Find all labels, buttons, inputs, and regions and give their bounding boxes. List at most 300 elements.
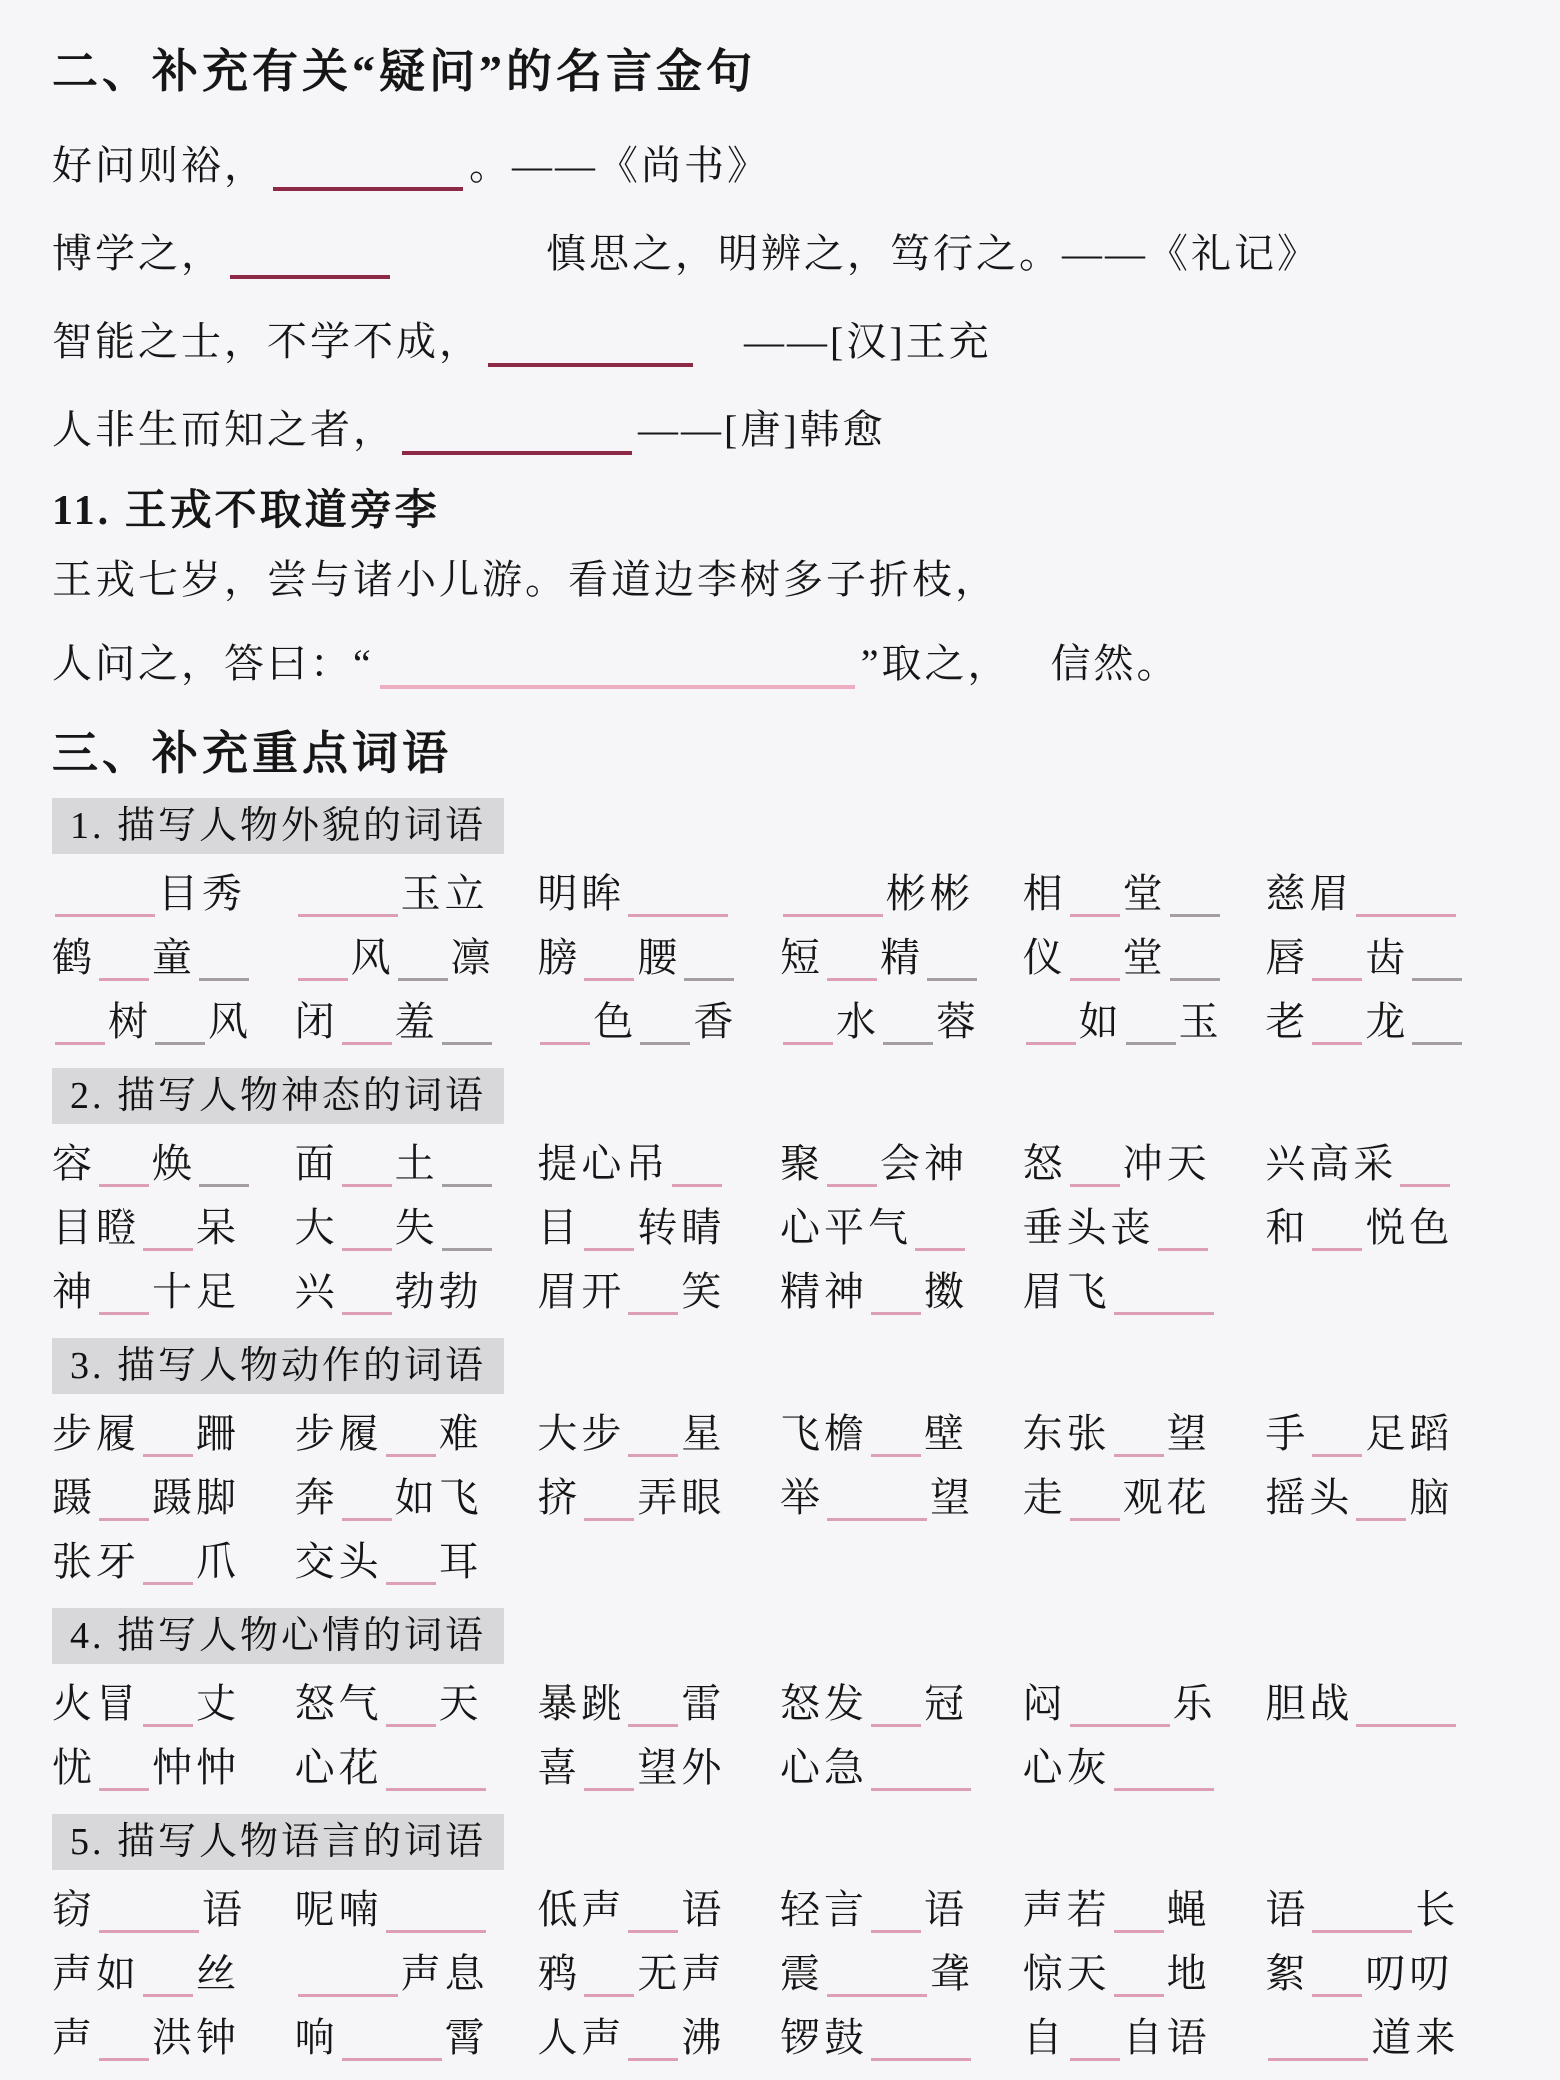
word-item [537,1196,780,1260]
text-run: 信然。 [1050,641,1180,686]
word-row [52,1672,1508,1736]
text-run: 童 [152,935,196,980]
text-run: 自 [1022,2015,1067,2060]
fill-blank [298,954,348,981]
text-run: 擞 [924,1269,968,1314]
word-item [295,926,538,990]
text-run: 忡忡 [152,1745,240,1790]
text-run: 震 [780,1951,824,1996]
text-run: 风 [208,999,252,1044]
text-run: 走 [1022,1475,1067,1520]
word-item [1023,1132,1266,1196]
word-item [537,1402,780,1466]
lesson-11-section [52,484,1508,706]
text-run: 怒 [1022,1141,1067,1186]
text-run: 焕 [152,1141,196,1186]
text-run: 锣鼓 [780,2015,868,2060]
text-run: 怒气 [294,1681,383,1726]
text-run: ——[汉]王充 [744,319,992,364]
text-run: 如飞 [394,1475,483,1520]
word-item [52,1672,295,1736]
text-run: 精神 [780,1269,868,1314]
text-run: 天 [438,1681,483,1726]
text-run: 张牙 [52,1539,140,1584]
text-run: 忧 [52,1745,96,1790]
text-run: 兴高采 [1265,1141,1398,1186]
quotes-section [52,122,1508,474]
fill-blank [99,2034,149,2061]
text-run: 眉开 [537,1269,626,1314]
text-run: 叨叨 [1365,1951,1454,1996]
subsection-label: 5. 描写人物语言的词语 [52,1814,504,1870]
word-row [52,990,1508,1054]
text-run: 好问则裕， [52,143,267,188]
text-run: 膀 [537,935,582,980]
word-item [1023,1672,1266,1736]
text-run: 聋 [930,1951,974,1996]
fill-blank [1412,954,1462,981]
fill-blank [386,1764,486,1791]
text-run: 鹤 [52,935,96,980]
fill-blank [783,890,883,917]
text-run: 弄眼 [637,1475,726,1520]
word-item [295,1466,538,1530]
word-item [1023,1942,1266,2006]
word-item [537,926,780,990]
word-item [1023,1736,1266,1800]
fill-blank [871,1906,921,1933]
word-item [295,1878,538,1942]
subsection-label: 4. 描写人物心情的词语 [52,1608,504,1664]
word-item [537,862,780,926]
text-run: 香 [693,999,738,1044]
fill-blank [298,1970,398,1997]
text-run: 笑 [681,1269,726,1314]
word-item [52,990,295,1054]
fill-blank [584,1764,634,1791]
word-row [52,1132,1508,1196]
text-run: 勃勃 [394,1269,483,1314]
fill-blank [99,1906,199,1933]
fill-blank [871,1288,921,1315]
word-item [780,1736,1023,1800]
fill-blank [55,890,155,917]
word-item [295,1260,538,1324]
word-item [780,1466,1023,1530]
fill-blank [584,1494,634,1521]
fill-blank [1114,1970,1164,1997]
word-item [295,1672,538,1736]
word-item [1265,2006,1508,2070]
text-run: 智能之士，不学不成， [52,319,482,364]
text-run: 脑 [1409,1475,1454,1520]
fill-blank [584,954,634,981]
fill-blank [99,954,149,981]
word-item [1265,1196,1508,1260]
word-item [295,1736,538,1800]
word-item [780,1132,1023,1196]
fill-blank [640,1018,690,1045]
text-run: ——[唐]韩愈 [638,407,886,452]
text-run: 齿 [1365,935,1410,980]
fill-blank [827,1160,877,1187]
spacer [699,354,744,355]
fill-blank [1312,1430,1362,1457]
text-run: 明眸 [537,871,626,916]
text-run: 丈 [196,1681,240,1726]
text-run: 人声 [537,2015,626,2060]
text-run: 声如 [52,1951,140,1996]
fill-blank [199,1160,249,1187]
text-run: 喜 [537,1745,582,1790]
text-run: 失 [394,1205,439,1250]
text-run: 挤 [537,1475,582,1520]
fill-blank [1412,1018,1462,1045]
word-item [780,1878,1023,1942]
fill-blank [927,954,977,981]
word-item [52,926,295,990]
fill-blank [386,1906,486,1933]
word-item [52,1132,295,1196]
text-run: 步履 [294,1411,383,1456]
fill-blank [871,2034,971,2061]
fill-blank [1114,1764,1214,1791]
word-item [1023,1402,1266,1466]
word-item [537,1736,780,1800]
fill-blank [398,954,448,981]
word-row [52,1196,1508,1260]
word-row [52,1942,1508,2006]
word-item [537,2006,780,2070]
subsection-label: 2. 描写人物神态的词语 [52,1068,504,1124]
word-item [1265,1402,1508,1466]
text-run: 呆 [196,1205,240,1250]
fill-blank [1170,954,1220,981]
fill-blank [628,1288,678,1315]
text-run: 悦色 [1365,1205,1454,1250]
word-row [52,1402,1508,1466]
text-run: 仪 [1022,935,1067,980]
fill-blank [871,1700,921,1727]
fill-blank [783,1018,833,1045]
word-row [52,1260,1508,1324]
text-run: 容 [52,1141,96,1186]
word-row [52,1466,1508,1530]
fill-blank [342,1288,392,1315]
fill-blank [1312,954,1362,981]
word-item [295,862,538,926]
word-item [1023,862,1266,926]
text-run: 语 [924,1887,968,1932]
text-run: 声 [52,2015,96,2060]
fill-blank [827,1494,927,1521]
word-row [52,2006,1508,2070]
spacer [396,266,546,267]
text-run: 鸦 [537,1951,582,1996]
text-run: 慈眉 [1265,871,1354,916]
text-run: 心花 [294,1745,383,1790]
text-run: 心急 [780,1745,868,1790]
fill-blank [628,2034,678,2061]
word-item [52,1260,295,1324]
text-run: 语 [1265,1887,1310,1932]
text-run: 火冒 [52,1681,140,1726]
text-run: 举 [780,1475,824,1520]
fill-blank [1312,1018,1362,1045]
text-run: 心平气 [780,1205,912,1250]
text-run: 奔 [294,1475,339,1520]
word-row [52,862,1508,926]
word-item [780,1942,1023,2006]
fill-blank [55,1018,105,1045]
text-run: 自语 [1122,2015,1211,2060]
text-run: 洪钟 [152,2015,240,2060]
text-run: 腰 [637,935,682,980]
word-item [52,1942,295,2006]
word-item [52,1196,295,1260]
text-run: 面 [294,1141,339,1186]
word-item [1265,862,1508,926]
text-run: 壁 [924,1411,968,1456]
fill-blank [99,1494,149,1521]
fill-blank [1356,1700,1456,1727]
fill-blank [143,1558,193,1585]
fill-blank [1312,1224,1362,1251]
fill-blank [584,1970,634,1997]
fill-blank [155,1018,205,1045]
word-item [1265,1942,1508,2006]
fill-blank [1114,1906,1164,1933]
fill-blank [488,335,693,367]
fill-blank [143,1700,193,1727]
text-run: 望外 [637,1745,726,1790]
text-run: 东张 [1022,1411,1111,1456]
subsection-label: 1. 描写人物外貌的词语 [52,798,504,854]
text-run: 眉飞 [1022,1269,1111,1314]
text-run: 爪 [196,1539,240,1584]
word-item [1023,1196,1266,1260]
fill-blank [273,159,463,191]
text-run: 惊天 [1022,1951,1111,1996]
fill-blank [199,954,249,981]
lesson-lines [52,538,1508,706]
word-row [52,926,1508,990]
text-run: 色 [593,999,638,1044]
fill-blank [1070,1160,1120,1187]
text-run: 霄 [444,2015,489,2060]
text-run: 大 [294,1205,339,1250]
text-run: 望 [1166,1411,1211,1456]
word-item [1265,990,1508,1054]
fill-blank [883,1018,933,1045]
fill-blank [628,1430,678,1457]
word-subsection [52,1800,1508,2070]
text-run: 老 [1265,999,1310,1044]
fill-blank [99,1288,149,1315]
text-run: 慎思之，明辨之，笃行之。——《礼记》 [546,231,1320,276]
text-run: 凛 [450,935,495,980]
fill-blank [143,1224,193,1251]
word-item [1023,2006,1266,2070]
text-run: 冲天 [1122,1141,1211,1186]
fill-blank [342,2034,442,2061]
text-run: 絮 [1265,1951,1310,1996]
quote-line [52,122,1508,210]
text-run: 道来 [1371,2015,1460,2060]
word-subsection [52,1054,1508,1324]
quote-line [52,298,1508,386]
word-item [1023,1878,1266,1942]
text-run: 唇 [1265,935,1310,980]
word-item [52,1466,295,1530]
words-section-heading: 三、补充重点词语 [52,728,452,779]
fill-blank [1070,890,1120,917]
text-run: 足蹈 [1365,1411,1454,1456]
quotes-section-heading: 二、补充有关“疑问”的名言金句 [52,46,756,97]
text-run: 蓉 [936,999,980,1044]
fill-blank [1356,1494,1406,1521]
fill-blank [1070,1700,1170,1727]
text-run: 堂 [1122,871,1167,916]
text-run: 短 [780,935,824,980]
text-run: 乐 [1172,1681,1217,1726]
text-run: 摇头 [1265,1475,1354,1520]
word-item [780,1672,1023,1736]
text-run: 玉立 [400,871,489,916]
text-run: 目 [537,1205,582,1250]
text-run: 声若 [1022,1887,1111,1932]
text-run: 冠 [924,1681,968,1726]
text-run: 博学之， [52,231,224,276]
fill-blank [298,890,398,917]
text-run: 转睛 [637,1205,726,1250]
word-item [1265,1878,1508,1942]
fill-blank [684,954,734,981]
fill-blank [628,890,728,917]
word-item [1265,1672,1508,1736]
fill-blank [342,1018,392,1045]
word-item [537,1942,780,2006]
text-run: 语 [202,1887,246,1932]
fill-blank [386,1430,436,1457]
fill-blank [386,1700,436,1727]
fill-blank [143,1970,193,1997]
fill-blank [442,1224,492,1251]
fill-blank [1356,890,1456,917]
word-item [1023,1466,1266,1530]
text-run: 蹑脚 [152,1475,240,1520]
word-item [52,1402,295,1466]
word-item [780,1196,1023,1260]
text-run: 龙 [1365,999,1410,1044]
text-run: 风 [350,935,395,980]
word-item [295,1402,538,1466]
word-item [1023,926,1266,990]
text-run: 蝇 [1166,1887,1211,1932]
text-run: 精 [880,935,924,980]
text-run: 雷 [681,1681,726,1726]
spacer [1011,676,1051,677]
text-run: 玉 [1178,999,1223,1044]
text-run: 闭 [294,999,339,1044]
word-item [295,1942,538,2006]
word-item [1265,1466,1508,1530]
text-run: 兴 [294,1269,339,1314]
fill-blank [1070,2034,1120,2061]
text-run: 暴跳 [537,1681,626,1726]
fill-blank [871,1764,971,1791]
text-run: 轻言 [780,1887,868,1932]
fill-blank [1312,1970,1362,1997]
text-run: 声息 [400,1951,489,1996]
fill-blank [99,1764,149,1791]
fill-blank [584,1224,634,1251]
word-item [295,990,538,1054]
quote-line [52,386,1508,474]
text-run: 星 [681,1411,726,1456]
text-run: 垂头丧 [1022,1205,1155,1250]
text-run: 人问之，答曰：“ [52,641,374,686]
text-run: 窃 [52,1887,96,1932]
text-run: 无声 [637,1951,726,1996]
text-run: 怒发 [780,1681,868,1726]
word-item [537,1260,780,1324]
text-run: 长 [1415,1887,1460,1932]
word-item [780,990,1023,1054]
text-run: ”取之， [860,641,1011,686]
text-run: 地 [1166,1951,1211,1996]
word-item [780,926,1023,990]
fill-blank [1114,1430,1164,1457]
text-run: 跚 [196,1411,240,1456]
word-item [295,1132,538,1196]
word-row [52,1736,1508,1800]
text-run: 观花 [1122,1475,1211,1520]
text-run: 交头 [294,1539,383,1584]
fill-blank [402,423,632,455]
word-item [780,1260,1023,1324]
word-item [52,2006,295,2070]
word-item [52,1736,295,1800]
fill-blank [230,247,390,279]
word-item [537,1878,780,1942]
lesson-title: 11. 王戎不取道旁李 [52,488,440,534]
fill-blank [1114,1288,1214,1315]
text-run: 。——《尚书》 [469,143,770,188]
fill-blank [1126,1018,1176,1045]
word-item [1023,990,1266,1054]
text-run: 会神 [880,1141,968,1186]
fill-blank [628,1906,678,1933]
word-item [52,1878,295,1942]
text-run: 大步 [537,1411,626,1456]
fill-blank [342,1224,392,1251]
text-run: 心灰 [1022,1745,1111,1790]
fill-blank [1070,1494,1120,1521]
fill-blank [342,1494,392,1521]
text-run: 人非生而知之者， [52,407,396,452]
word-item [537,990,780,1054]
text-run: 响 [294,2015,339,2060]
fill-blank [442,1018,492,1045]
fill-blank [342,1160,392,1187]
text-run: 目瞪 [52,1205,140,1250]
lesson-line [52,538,1508,622]
word-item [780,1402,1023,1466]
text-run: 聚 [780,1141,824,1186]
lesson-line [52,622,1508,706]
text-run: 步履 [52,1411,140,1456]
